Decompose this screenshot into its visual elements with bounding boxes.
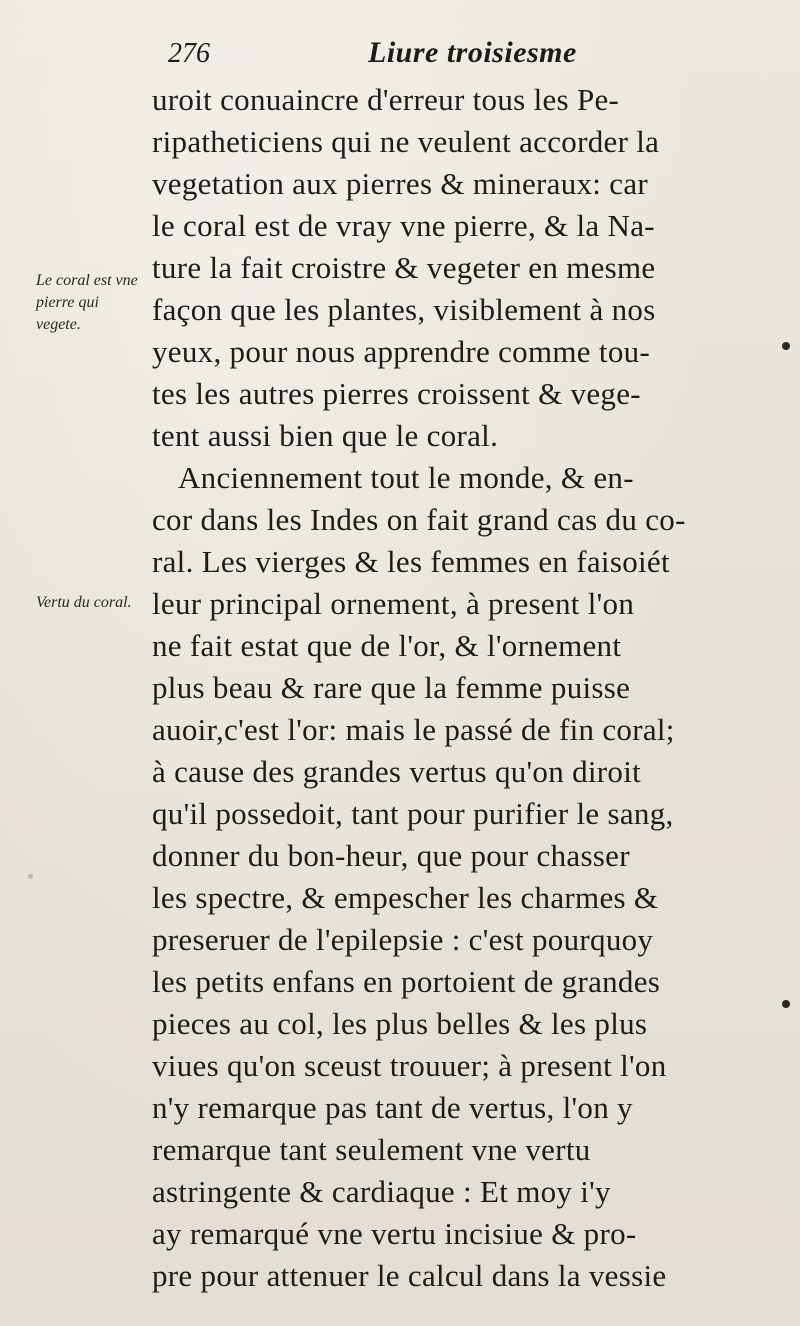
text-line: pre pour attenuer le calcul dans la vessie bbox=[152, 1258, 667, 1293]
text-line: uroit conuaincre d'erreur tous les Pe- bbox=[152, 82, 620, 117]
text-line: tes les autres pierres croissent & vege- bbox=[152, 376, 641, 411]
text-line: n'y remarque pas tant de vertus, l'on y bbox=[152, 1090, 633, 1125]
text-line: yeux, pour nous apprendre comme tou- bbox=[152, 334, 651, 369]
text-line: pieces au col, les plus belles & les plus bbox=[152, 1006, 648, 1041]
text-line: ripatheticiens qui ne veulent accorder la bbox=[152, 124, 660, 159]
page-number: 276 bbox=[168, 38, 210, 69]
text-line: qu'il possedoit, tant pour purifier le sang, bbox=[152, 796, 674, 831]
page-header bbox=[168, 34, 648, 84]
text-line: cor dans les Indes on fait grand cas du co- bbox=[152, 502, 686, 537]
text-line: leur principal ornement, à present l'on bbox=[152, 586, 635, 621]
text-line: donner du bon-heur, que pour chasser bbox=[152, 838, 630, 873]
margin-note-vertu-coral: Vertu du coral. bbox=[36, 594, 132, 611]
text-line: façon que les plantes, visiblement à nos bbox=[152, 292, 656, 327]
text-line: viues qu'on sceust trouuer; à present l'on bbox=[152, 1048, 667, 1083]
text-line: astringente & cardiaque : Et moy i'y bbox=[152, 1174, 611, 1209]
text-line: ral. Les vierges & les femmes en faisoiét bbox=[152, 544, 670, 579]
edge-ink-mark bbox=[782, 1000, 790, 1008]
margin-note-coral-pierre: Le coral est vne pierre qui vegete. bbox=[36, 272, 138, 333]
edge-ink-mark bbox=[782, 342, 790, 350]
text-line: Anciennement tout le monde, & en- bbox=[178, 460, 634, 495]
running-title: Liure troisiesme bbox=[368, 36, 577, 69]
paper-speck bbox=[28, 874, 33, 879]
text-line: plus beau & rare que la femme puisse bbox=[152, 670, 631, 705]
text-line: ture la fait croistre & vegeter en mesme bbox=[152, 250, 656, 285]
text-line: preseruer de l'epilepsie : c'est pourquoy bbox=[152, 922, 654, 957]
text-line: ay remarqué vne vertu incisiue & pro- bbox=[152, 1216, 637, 1251]
text-line: tent aussi bien que le coral. bbox=[152, 418, 499, 453]
text-line: remarque tant seulement vne vertu bbox=[152, 1132, 591, 1167]
text-line: auoir,c'est l'or: mais le passé de fin coral; bbox=[152, 712, 675, 747]
text-line: ne fait estat que de l'or, & l'ornement bbox=[152, 628, 622, 663]
text-line: les petits enfans en portoient de grandes bbox=[152, 964, 661, 999]
text-line: le coral est de vray vne pierre, & la Na- bbox=[152, 208, 655, 243]
text-line: les spectre, & empescher les charmes & bbox=[152, 880, 659, 915]
text-line: à cause des grandes vertus qu'on diroit bbox=[152, 754, 642, 789]
text-line: vegetation aux pierres & mineraux: car bbox=[152, 166, 649, 201]
